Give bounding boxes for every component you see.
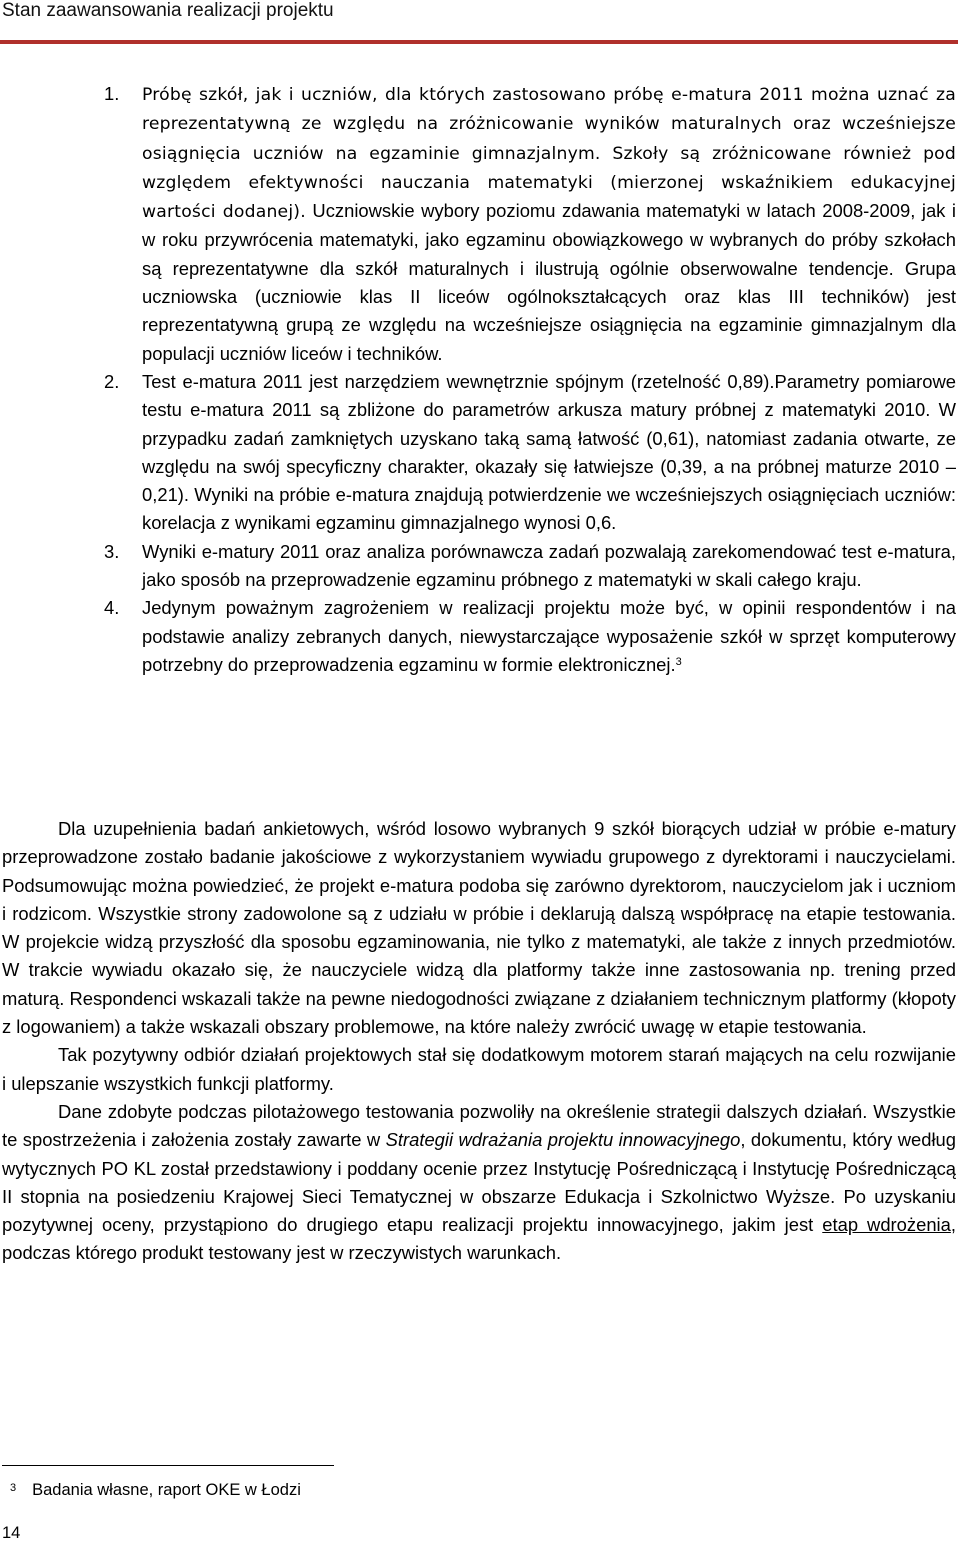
underlined-term: etap wdrożenia <box>822 1214 951 1236</box>
list-item <box>0 368 956 538</box>
list-item-text <box>142 594 956 679</box>
list-item <box>0 538 956 595</box>
footnote <box>2 1478 301 1502</box>
running-header-title: Stan zaawansowania realizacji projektu <box>2 0 334 21</box>
footnote-number: 3 <box>10 1482 17 1494</box>
paragraph-text: Dane zdobyte podczas pilotażowego testowania pozwoliły na określenie strategii dalszych działań. Wszystkie te spostrzeżenia i założenia zostały zawarte w <box>2 1100 956 1151</box>
header-rule <box>0 40 958 44</box>
list-item-number: 2. <box>104 370 120 392</box>
list-item-text: Test e-matura 2011 jest narzędziem wewnętrznie spójnym (rzetelność 0,89).Parametry pomiarowe testu e-matura 2011 są zbliżone do parametrów arkusza matury próbnej z matematyki 2010. W przypadku zadań zamkniętych uzyskano taką samą łatwość (0,61), natomiast zadania otwarte, ze względu na swój specyficzny charakter, okazały się łatwiejsze (0,39, a na próbnej maturze 2010 – 0,21). Wyniki na próbie e-matura znajdują potwierdzenie we wcześniejszych osiągnięciach uczniów: korelacja z wynikami egzaminu gimnazjalnego wynosi 0,6. <box>142 370 956 534</box>
list-item-text-part: Uczniowskie wybory poziomu zdawania matematyki w latach 2008-2009, jak i w roku przywrócenia matematyki, jako egzaminu obowiązkowego w wybranych do próby szkołach są reprezentatywne dla szkół maturalnych i ilustrują ogólnie obserwowalne tendencje. Grupa uczniowska (uczniowie klas II liceów ogólnokształcących oraz klas III techników) jest reprezentatywną grupą ze względu na wcześniejsze osiągnięcia na egzaminie gimnazjalnym dla populacji uczniów liceów i techników. <box>142 200 956 364</box>
body-text <box>2 815 956 1268</box>
paragraph-text: , podczas którego produkt testowany jest w rzeczywistych warunkach. <box>2 1214 956 1264</box>
findings-list <box>0 80 956 679</box>
list-item-text-part: Próbę szkół, jak i uczniów, dla których zastosowano próbę e-matura 2011 można uznać za reprezentatywną ze względu na zróżnicowanie wyników maturalnych oraz wcześniejsze osiągnięcia uczniów na egzaminie gimnazjalnym. Szkoły są zróżnicowane również pod względem efektywności nauczania matematyki (mierzonej wskaźnikiem edukacyjnej wartości dodanej). <box>142 85 956 223</box>
list-item-number: 1. <box>104 83 120 104</box>
list-item-text-part: Jedynym poważnym zagrożeniem w realizacji projektu może być, w opinii respondentów i na podstawie analizy zebranych danych, niewystarczające wyposażenie szkół w sprzęt komputerowy potrzebny do przeprowadzenia egzaminu w formie elektronicznej. <box>142 597 956 675</box>
paragraph: Dla uzupełnienia badań ankietowych, wśród losowo wybranych 9 szkół biorących udział w próbie e-matury przeprowadzone zostało badanie jakościowe z wykorzystaniem wywiadu grupowego z dyrektorami i nauczycielami. Podsumowując można powiedzieć, że projekt e-matura podoba się zarówno dyrektorom, nauczycielom jak i uczniom i rodzicom. Wszystkie strony zadowolone są z udziału w próbie i deklarują dalszą współpracę na etapie testowania. W projekcie widzą przyszłość dla sposobu egzaminowania, nie tylko z matematyki, ale także z innych przedmiotów. W trakcie wywiadu okazało się, że nauczyciele widzą dla platformy także inne zastosowania np. trening przed maturą. Respondenci wskazali także na pewne niedogodności związane z działaniem technicznym platformy (kłopoty z logowaniem) a także wskazali obszary problemowe, na które należy zwrócić uwagę w etapie testowania. <box>2 818 956 1038</box>
paragraph: Tak pozytywny odbiór działań projektowych stał się dodatkowym motorem starań mających na celu rozwijanie i ulepszanie wszystkich funkcji platformy. <box>2 1044 956 1094</box>
footnote-separator <box>2 1465 334 1466</box>
document-title-italic: Strategii wdrażania projektu innowacyjnego <box>385 1129 741 1151</box>
paragraph-text: , dokumentu, który według wytycznych PO KL został przedstawiony i poddany ocenie przez Instytucję Pośredniczącą i Instytucję Pośredniczącą II stopnia na posiedzeniu Krajowej Sieci Tematycznej w obszarze Edukacja i Szkolnictwo Wyższe. Po uzyskaniu pozytywnej oceny, przystąpiono do drugiego etapu realizacji projektu innowacyjnego, jakim jest <box>2 1129 956 1236</box>
list-item-number: 3. <box>104 540 120 562</box>
list-item-text <box>142 80 956 368</box>
page-number: 14 <box>2 1524 21 1542</box>
list-item-text: Wyniki e-matury 2011 oraz analiza porównawcza zadań pozwalają zarekomendować test e-matura, jako sposób na przeprowadzenie egzaminu próbnego z matematyki w skali całego kraju. <box>142 540 956 591</box>
list-item <box>0 594 956 679</box>
list-item-number: 4. <box>104 597 120 619</box>
paragraph <box>2 1098 956 1268</box>
list-item <box>0 80 956 368</box>
footnote-text: Badania własne, raport OKE w Łodzi <box>32 1481 301 1499</box>
footnote-reference[interactable]: 3 <box>675 655 682 668</box>
